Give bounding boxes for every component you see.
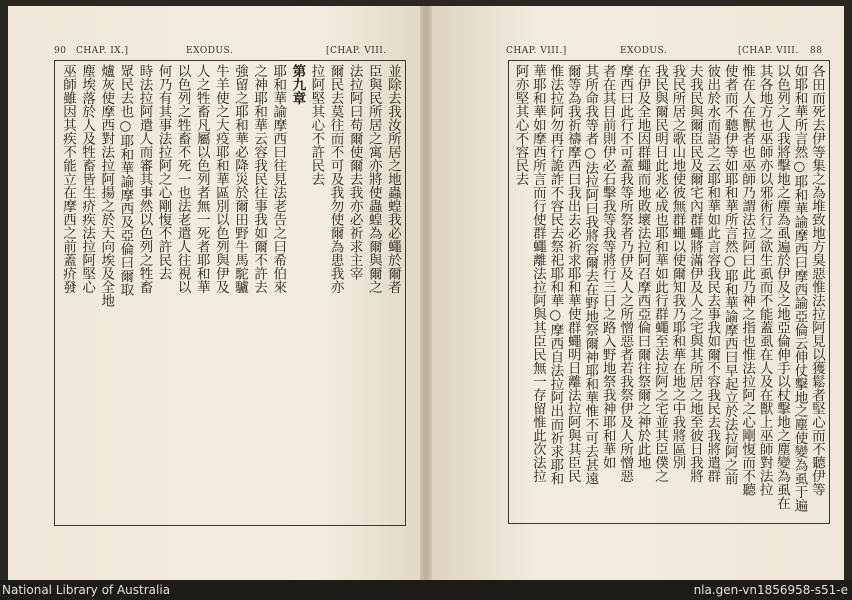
text-column: 強留之耶和華必降災於爾田野牛馬駝驢 (231, 64, 248, 294)
text-column: 人之牲畜凡屬以色列者無一死者耶和華 (193, 64, 210, 294)
text-column: 我民所居之歌山地使彼無群蠅以使爾知我乃耶和華在地之中我將區別 (669, 64, 686, 469)
text-column: 者在其目前則伊必石擊我等我等將行三日之路入野地祭我神耶和華如 (599, 64, 616, 469)
right-text-columns (512, 64, 826, 520)
left-text-columns (58, 64, 402, 522)
text-column: 第九章 (289, 64, 306, 105)
text-column: 爾民去莫往而不可及我勿使爾為患我亦 (327, 64, 344, 294)
text-column: 我民與爾民明日此兆必成也耶和華如此行群蠅至法拉阿之宅並其臣僕之 (651, 64, 668, 483)
text-column: 其所命我等者○法拉阿曰我將容爾去在野地祭爾神耶和華惟不可去甚遠 (582, 64, 599, 485)
text-column: 巫師雖因其疾不能立在摩西之前蓋疥發 (60, 64, 76, 294)
text-column: 惟法拉阿勿再行詭詐不容民去祭祀耶和華○摩西自法拉阿出而祈求耶和 (547, 64, 564, 485)
text-column: 牛羊使之大疫耶和華區別以色列與伊及 (212, 64, 229, 294)
text-column: 彼出於水而語之云耶和華如此言容我民去事我如爾不容我民去我將遣群 (704, 64, 721, 483)
text-column: 夫我民與爾臣民及爾宅內群蠅將滿伊及人之宅與其所居之地至彼日我將 (686, 64, 703, 483)
left-chapter-label: CHAP. IX.] (76, 46, 129, 56)
image-identifier: nla.gen-vn1856958-s51-e (693, 583, 848, 597)
text-column: 以色列之人我將擊地之塵為虱遍於伊及之地亞倫伸手以杖擊地之塵變為虱在 (774, 64, 790, 510)
text-column: 臣與民所居之寓亦將使蟲蝗為爾與爾之 (365, 64, 382, 294)
left-chapter-label-right: [CHAP. VIII. (326, 46, 387, 56)
left-page-number: 90 (54, 46, 67, 56)
text-column: 華耶和華如摩西所言而行使群蠅離法拉阿與其臣民無一存留惟此次法拉 (529, 64, 546, 483)
text-column: 如耶和華所言然○耶和華諭摩西曰摩西諭亞倫云伸仗擊地之塵使變為虱于遍 (791, 64, 808, 512)
text-column: 使者而不聽伊等如耶和華所言然○耶和華諭摩西曰早起立於法拉阿之前 (721, 64, 738, 485)
text-column: 法拉阿曰苟爾使爾去我亦必祈求主宰 (346, 64, 363, 280)
right-chapter-label-right: [CHAP. VIII. (738, 46, 799, 56)
left-page-header (8, 46, 420, 60)
attribution-footer (0, 580, 852, 600)
text-column: 摩西曰此行不可蓋我等所祭者乃伊及人之所憎惡者若我祭伊及人所憎惡 (617, 64, 634, 483)
right-chapter-label: CHAP. VIII.] (506, 46, 567, 56)
left-running-title: EXODUS. (186, 46, 234, 56)
right-text-frame (508, 60, 830, 524)
text-column: 何乃有其事法拉阿之心剛愎不許民去 (155, 64, 172, 280)
text-column: 耶和華諭摩西曰往見法老告之曰希伯來 (270, 64, 287, 294)
right-page-header (432, 46, 844, 60)
text-column: 爾等為我祈禱摩西曰我出去必祈求耶和華使群蠅明日離法拉阿與其臣民 (564, 64, 581, 483)
text-column: 時法拉阿遣人而審其事然以色列之牲畜 (136, 64, 153, 294)
right-page-number: 88 (810, 46, 823, 56)
book-gutter (420, 6, 432, 580)
left-text-frame (54, 60, 406, 526)
text-column: 塵埃落於人及牲畜皆生疥疾法拉阿堅心 (79, 64, 96, 294)
library-credit: National Library of Australia (2, 583, 171, 597)
text-column: 並除去我汝所居之地蟲蝗我必蠅於爾者 (384, 64, 401, 294)
text-column: 之神耶和華云容我民往事我如爾不許去 (251, 64, 268, 294)
text-column: 阿亦堅其心不容民去 (512, 64, 529, 186)
text-column: 以色列之牲畜不死一也法老遣人往視以 (174, 64, 191, 294)
text-column: 惟在人在獸者也巫師乃謂法拉阿曰此乃神之指也惟法拉阿之心剛愎而不聽 (739, 64, 756, 496)
text-column: 其各地方也巫師亦以邪術行之欲生虱而不能蓋虱在人及在獸上巫師對法拉 (756, 64, 773, 496)
text-column: 在伊及全地因群蠅而地敗壞法拉阿召摩西亞倫曰爾往祭爾之神於此地 (634, 64, 651, 469)
left-page (8, 6, 420, 580)
text-column: 爐灰使摩西對法拉阿揚之於天向埃及全地 (98, 64, 115, 307)
text-column: 拉阿堅其心不許民去 (308, 64, 325, 186)
text-column: 各田而死去伊等集之為堆致地方臭惡惟法拉阿見以獲鬆者堅心而不聽伊等 (808, 64, 825, 496)
text-column: 眾民去也○耶和華諭摩西及亞倫曰爾取 (117, 64, 134, 296)
right-running-title: EXODUS. (620, 46, 668, 56)
book-spread (8, 6, 844, 580)
right-page (432, 6, 844, 580)
